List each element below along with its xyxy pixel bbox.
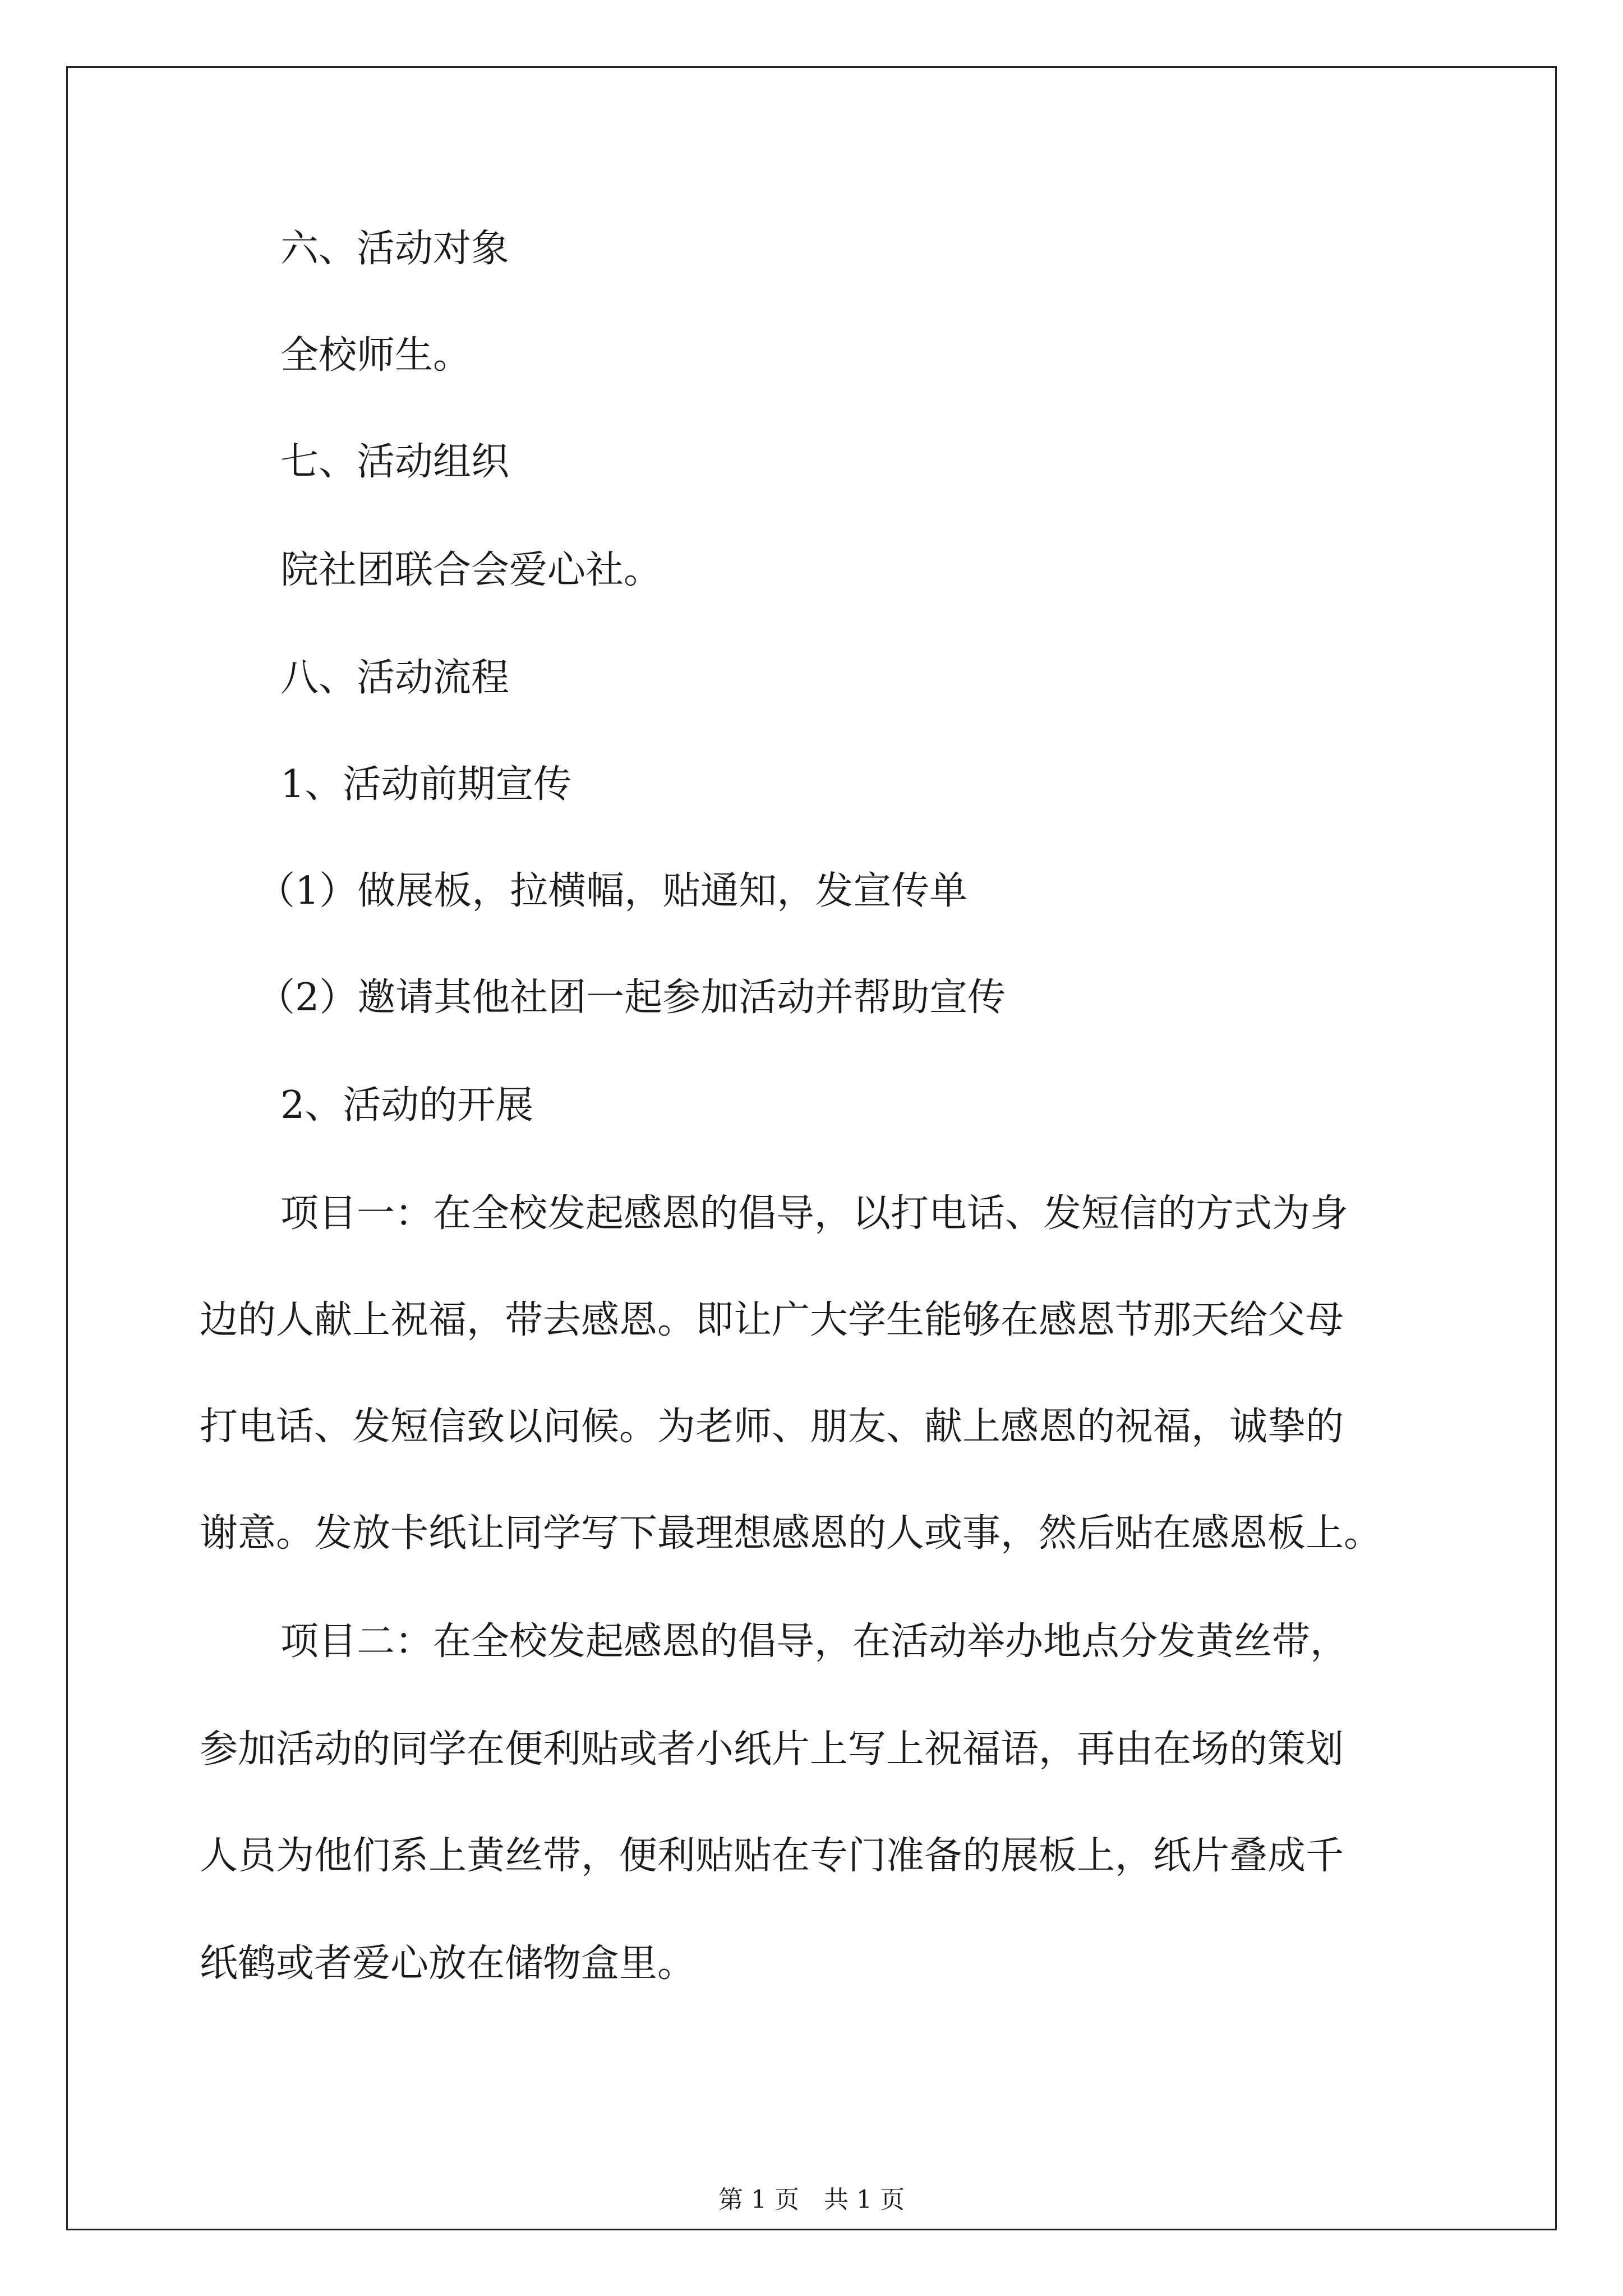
- paragraph-text: 院社团联合会爱心社。: [280, 548, 662, 592]
- section-heading-target: 六、活动对象: [280, 227, 510, 271]
- subheading-activities: 2、活动的开展: [280, 1083, 534, 1128]
- paragraph-line: 项目一：在全校发起感恩的倡导，以打电话、发短信的方式为身: [280, 1191, 1349, 1236]
- paragraph-line: 项目二：在全校发起感恩的倡导，在活动举办地点分发黄丝带，: [280, 1619, 1349, 1664]
- paragraph-line: 谢意。发放卡纸让同学写下最理想感恩的人或事，然后贴在感恩板上。: [200, 1511, 1382, 1556]
- section-heading-organizer: 七、活动组织: [280, 440, 510, 484]
- subheading-promotion: 1、活动前期宣传: [280, 762, 572, 807]
- paragraph-text: 全校师生。: [280, 333, 472, 378]
- list-item: （1）做展板，拉横幅，贴通知，发宣传单: [257, 869, 968, 913]
- paragraph-line: 边的人献上祝福，带去感恩。即让广大学生能够在感恩节那天给父母: [200, 1298, 1344, 1342]
- list-item: （2）邀请其他社团一起参加活动并帮助宣传: [257, 976, 1006, 1020]
- paragraph-line: 打电话、发短信致以问候。为老师、朋友、献上感恩的祝福，诚挚的: [200, 1405, 1344, 1449]
- page-border: [66, 66, 1557, 2230]
- section-heading-process: 八、活动流程: [280, 656, 510, 700]
- paragraph-line: 参加活动的同学在便利贴或者小纸片上写上祝福语，再由在场的策划: [200, 1727, 1344, 1772]
- paragraph-line: 纸鹤或者爱心放在储物盒里。: [200, 1941, 696, 1986]
- page-number-footer: 第 1 页 共 1 页: [718, 2185, 905, 2214]
- paragraph-line: 人员为他们系上黄丝带，便利贴贴在专门准备的展板上，纸片叠成千: [200, 1834, 1344, 1878]
